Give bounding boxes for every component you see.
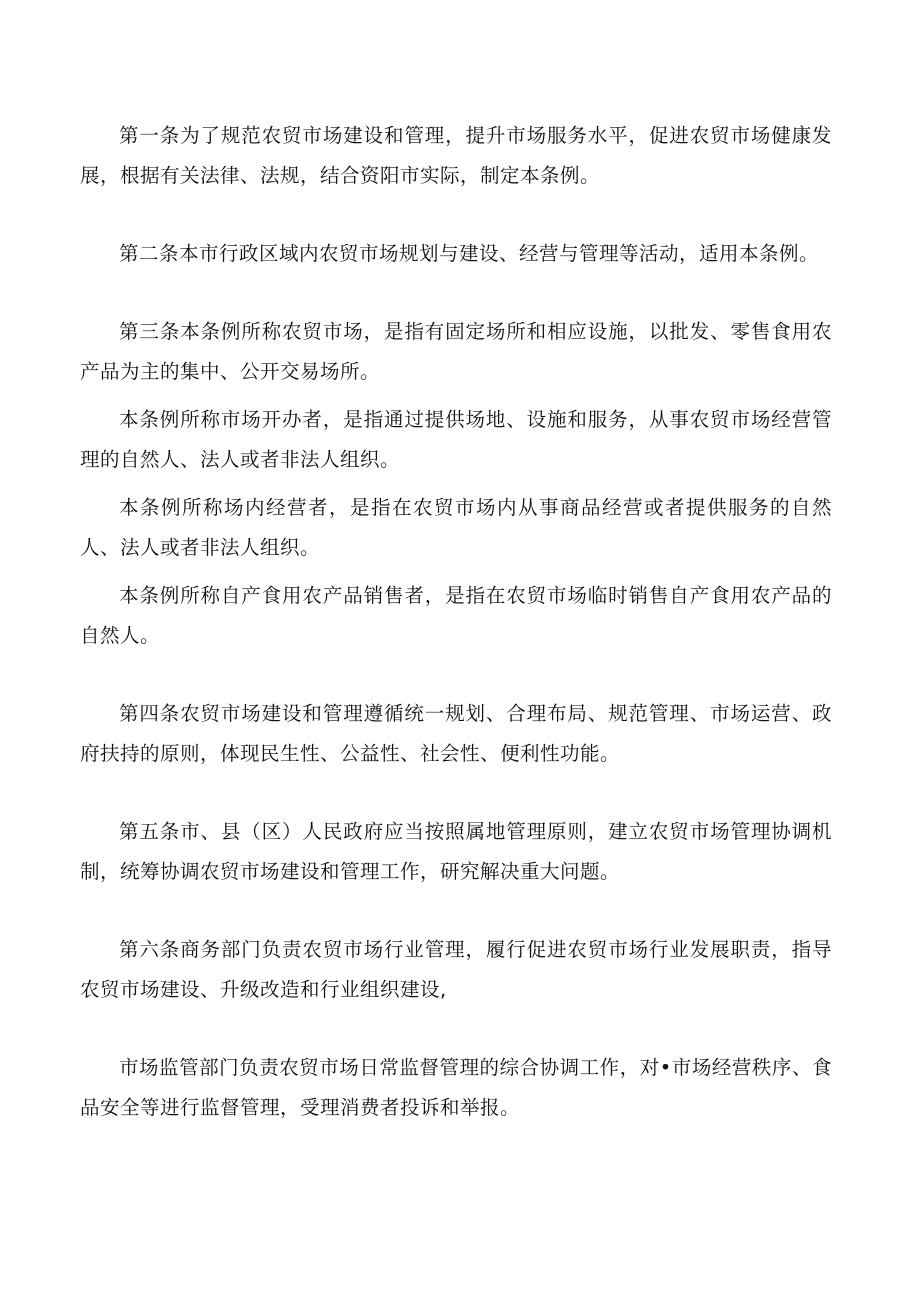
article-3-clause-self-produce-seller: 本条例所称自产食用农产品销售者，是指在农贸市场临时销售自产食用农产品的自然人。: [80, 584, 832, 647]
article-5: 第五条市、县（区）人民政府应当按照属地管理原则，建立农贸市场管理协调机制，统筹协调农贸市场建设和管理工作，研究解决重大问题。: [80, 820, 832, 883]
article-4: 第四条农贸市场建设和管理遵循统一规划、合理布局、规范管理、市场运营、政府扶持的原则，体现民生性、公益性、社会性、便利性功能。: [80, 702, 832, 765]
article-6: 第六条商务部门负责农贸市场行业管理，履行促进农贸市场行业发展职责，指导农贸市场建设、升级改造和行业组织建设,: [80, 938, 832, 1001]
article-3-clause-vendor: 本条例所称场内经营者，是指在农贸市场内从事商品经营或者提供服务的自然人、法人或者非法人组织。: [80, 496, 832, 559]
article-3: 第三条本条例所称农贸市场，是指有固定场所和相应设施，以批发、零售食用农产品为主的集中、公开交易场所。: [80, 320, 832, 383]
article-3-clause-market-operator: 本条例所称市场开办者，是指通过提供场地、设施和服务，从事农贸市场经营管理的自然人、法人或者非法人组织。: [80, 408, 832, 471]
article-2: 第二条本市行政区域内农贸市场规划与建设、经营与管理等活动，适用本条例。: [119, 242, 820, 265]
article-6-clause-market-supervision: 市场监管部门负责农贸市场日常监督管理的综合协调工作，对•市场经营秩序、食品安全等进行监督管理，受理消费者投诉和举报。: [80, 1056, 832, 1119]
article-1: 第一条为了规范农贸市场建设和管理，提升市场服务水平，促进农贸市场健康发展，根据有关法律、法规，结合资阳市实际，制定本条例。: [80, 124, 832, 187]
